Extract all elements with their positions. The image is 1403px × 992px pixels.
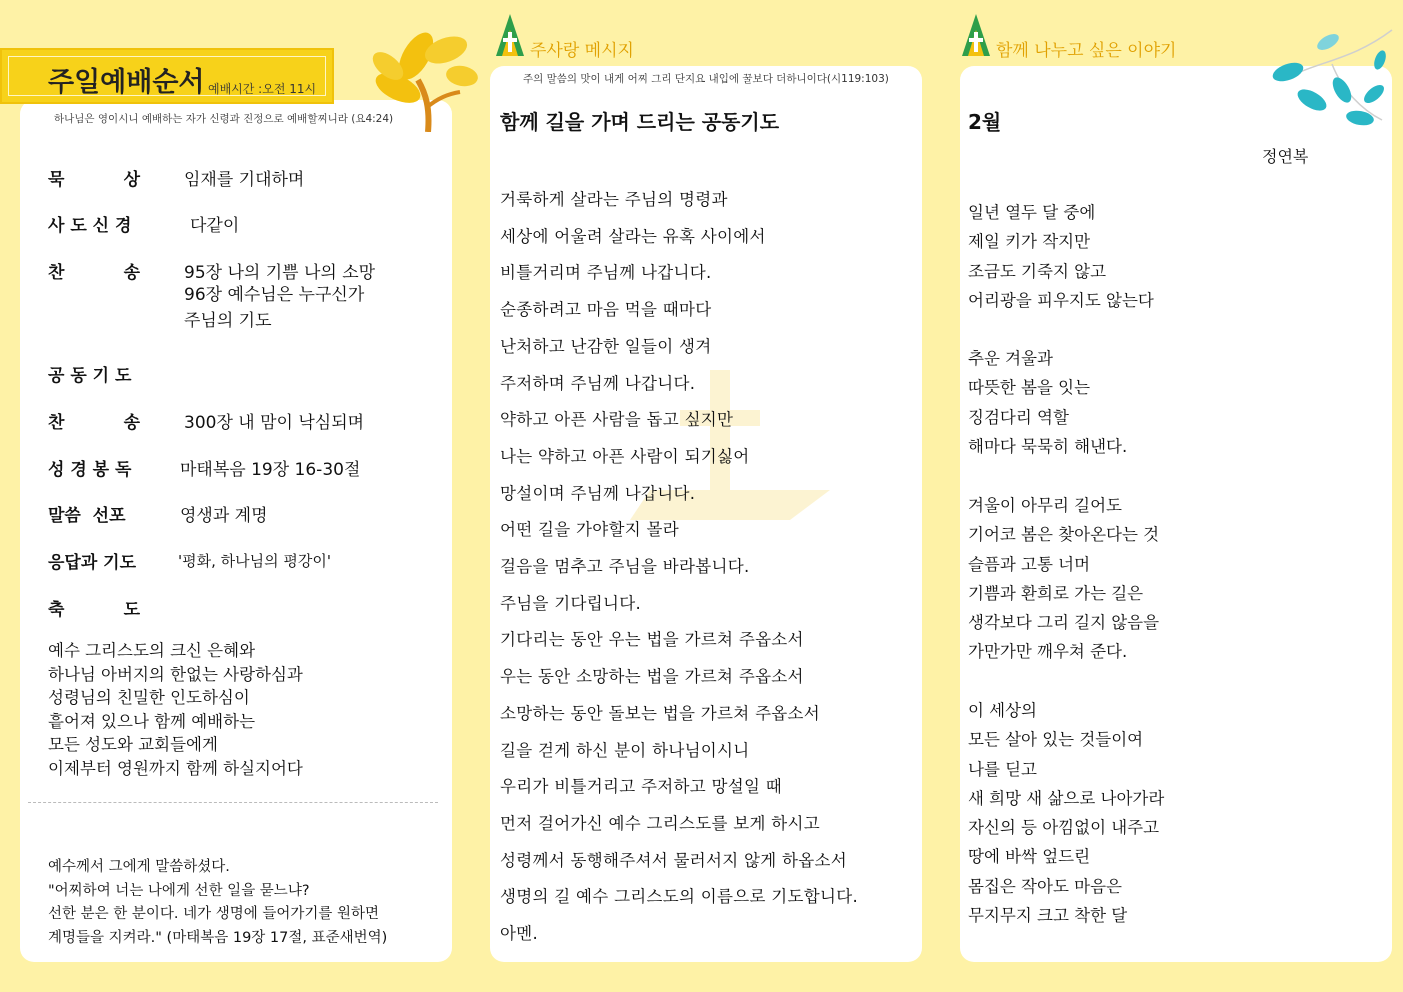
scripture-quote: 예수께서 그에게 말씀하셨다. "어찌하여 너는 나에게 선한 일을 묻느냐? 선한 분은 한 분이다. 네가 생명에 들어가기를 원하면 계명들을 지켜라." (마태복음 19장 17절, 표준새번역) <box>48 859 388 946</box>
section-logo-icon <box>492 12 526 58</box>
poem-stanza: 겨울이 아무리 길어도 기어코 봄은 찾아온다는 것 슬픔과 고통 너머 기쁨과 환희로 가는 길은 생각보다 그리 길지 않음을 가만가만 깨우쳐 준다. <box>968 496 1160 662</box>
divider <box>28 802 438 803</box>
order-row-meditation: 묵 상 임재를 기대하며 <box>48 165 168 190</box>
prayer-title: 함께 길을 가며 드리는 공동기도 <box>500 110 780 134</box>
message-verse: 주의 말씀의 맛이 내게 어찌 그리 단지요 내입에 꿀보다 더하니이다(시119:103) <box>523 73 889 85</box>
order-value: '평화, 하나님의 평강이' <box>178 552 331 570</box>
poem-stanza: 일년 열두 달 중에 제일 키가 작지만 조금도 기죽지 않고 어리광을 피우지도 않는다 <box>968 203 1154 310</box>
order-row-response: 응답과 기도 '평화, 하나님의 평강이' <box>48 552 331 573</box>
poem-title: 2월 <box>968 110 1002 134</box>
order-row-benediction: 축 도 <box>48 600 141 620</box>
order-value: 다같이 <box>190 216 240 236</box>
hymn-extra: 96장 예수님은 누구신가 주님의 기도 <box>184 285 365 331</box>
poem-author: 정연복 <box>1262 147 1309 166</box>
section-logo-icon <box>958 12 992 58</box>
order-value: 영생과 계명 <box>180 506 268 526</box>
order-value: 마태복음 19장 16-30절 <box>180 460 361 480</box>
poem-stanza: 추운 겨울과 따뜻한 봄을 잇는 징검다리 역할 해마다 묵묵히 해낸다. <box>968 349 1128 456</box>
worship-verse: 하나님은 영이시니 예배하는 자가 신령과 진정으로 예배할찌니라 (요4:24) <box>54 113 394 125</box>
leaves-ornament-icon <box>1262 20 1402 132</box>
order-row-hymn-2: 찬 송 300장 내 맘이 낙심되며 <box>48 408 140 433</box>
service-time: 예배시간 :오전 11시 <box>208 82 317 96</box>
section-title-story: 함께 나누고 싶은 이야기 <box>996 41 1177 61</box>
order-value: 300장 내 맘이 낙심되며 <box>184 413 365 433</box>
page-title: 주일예배순서 <box>48 67 205 98</box>
prayer-text: 거룩하게 살라는 주님의 명령과 세상에 어울려 살라는 유혹 사이에서 비틀거리며 주님께 나갑니다. 순종하려고 마음 먹을 때마다 난처하고 난감한 일들이 생겨 주저하며 주님께 나갑니다. 약하고 아픈 사람을 돕고 싶지만 나는 약하고 아픈 사람이 되기싫어 망설이며 주님께 나갑니다. 어떤 길을 가야할지 몰라 걸음을 멈추고 주님을 바라봅니다. 주님을 기다립니다. 기다리는 동안 우는 법을 가르쳐 주옵소서 우는 동안 소망하는 법을 가르쳐 주옵소서 소망하는 동안 돌보는 법을 가르쳐 주옵소서 길을 걷게 하신 분이 하나님이시니 우리가 비틀거리고 주저하고 망설일 때 먼저 걸어가신 예수 그리스도를 보게 하시고 성령께서 동행해주셔서 물러서지 않게 하옵소서 생명의 길 예수 그리스도의 이름으로 기도합니다. 아멘. <box>500 190 859 944</box>
order-row-hymn-1: 찬 송 95장 나의 기쁨 나의 소망 <box>48 258 140 283</box>
order-row-creed: 사 도 신 경 다같이 <box>48 211 131 236</box>
order-value: 임재를 기대하며 <box>184 170 305 190</box>
poem-stanza: 이 세상의 모든 살아 있는 것들이여 나를 딛고 새 희망 새 삶으로 나아가라 자신의 등 아낌없이 내주고 땅에 바싹 엎드린 몸집은 작아도 마음은 무지무지 크고 착한 달 <box>968 701 1165 926</box>
benediction-text: 예수 그리스도의 크신 은혜와 하나님 아버지의 한없는 사랑하심과 성령님의 친밀한 인도하심이 흩어져 있으나 함께 예배하는 모든 성도와 교회들에게 이제부터 영원까지 함께 하실지어다 <box>48 641 303 778</box>
order-value: 95장 나의 기쁨 나의 소망 <box>184 263 376 283</box>
section-title-message: 주사랑 메시지 <box>530 41 634 61</box>
order-row-common-prayer: 공 동 기 도 <box>48 366 132 386</box>
order-row-scripture: 성 경 봉 독 마태복음 19장 16-30절 <box>48 455 131 480</box>
order-row-sermon: 말씀 선포 영생과 계명 <box>48 501 126 526</box>
